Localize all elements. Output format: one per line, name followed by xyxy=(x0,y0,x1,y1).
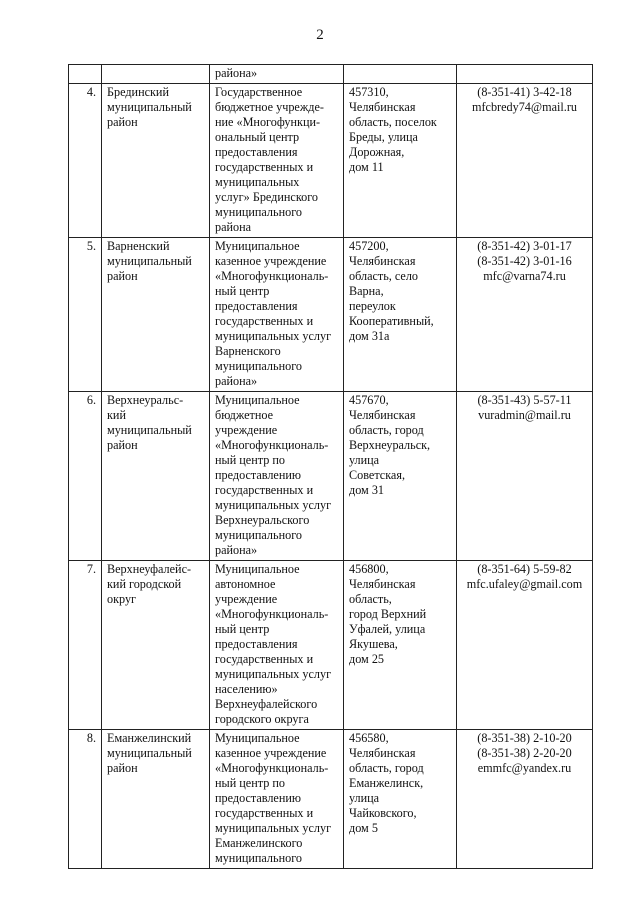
cell-address: 457200, Челябинская область, село Варна, переулок Кооперативный, дом 31а xyxy=(344,238,457,392)
continuation-row xyxy=(69,65,593,84)
table-row xyxy=(69,392,593,561)
cell-district: Верхнеуфалейс- кий городской округ xyxy=(102,561,210,730)
cell-address: 457310, Челябинская область, поселок Бреды, улица Дорожная, дом 11 xyxy=(344,84,457,238)
cell-district: Брединский муниципальный район xyxy=(102,84,210,238)
cell-org: Муниципальное автономное учреждение «Многофункциональ- ный центр предоставления государственных и муниципальных услуг населению» Верхнеуфалейского городского округа xyxy=(210,561,344,730)
table-row xyxy=(69,561,593,730)
cell-district: Варненский муниципальный район xyxy=(102,238,210,392)
cell-address: 456580, Челябинская область, город Еманжелинск, улица Чайковского, дом 5 xyxy=(344,730,457,869)
table-row xyxy=(69,730,593,869)
cell-contact: (8-351-41) 3-42-18 mfcbredy74@mail.ru xyxy=(457,84,593,238)
cell-contact xyxy=(457,65,593,84)
cell-org: Государственное бюджетное учрежде- ние «Многофункци- ональный центр предоставления государственных и муниципальных услуг» Брединского муниципального района xyxy=(210,84,344,238)
cell-district xyxy=(102,65,210,84)
cell-org: Муниципальное бюджетное учреждение «Многофункциональ- ный центр по предоставлению государственных и муниципальных услуг Верхнеуральского муниципального района» xyxy=(210,392,344,561)
cell-org: Муниципальное казенное учреждение «Многофункциональ- ный центр предоставления государственных и муниципальных услуг Варненского муниципального района» xyxy=(210,238,344,392)
cell-org: района» xyxy=(210,65,344,84)
cell-contact: (8-351-38) 2-10-20 (8-351-38) 2-20-20 emmfc@yandex.ru xyxy=(457,730,593,869)
cell-num: 4. xyxy=(69,84,102,238)
cell-address: 457670, Челябинская область, город Верхнеуральск, улица Советская, дом 31 xyxy=(344,392,457,561)
cell-district: Еманжелинский муниципальный район xyxy=(102,730,210,869)
cell-num: 5. xyxy=(69,238,102,392)
cell-num: 6. xyxy=(69,392,102,561)
cell-address: 456800, Челябинская область, город Верхний Уфалей, улица Якушева, дом 25 xyxy=(344,561,457,730)
page-number: 2 xyxy=(316,27,324,43)
mfc-table xyxy=(68,64,593,869)
cell-contact: (8-351-42) 3-01-17 (8-351-42) 3-01-16 mfc@varna74.ru xyxy=(457,238,593,392)
cell-num: 7. xyxy=(69,561,102,730)
cell-num xyxy=(69,65,102,84)
cell-num: 8. xyxy=(69,730,102,869)
cell-contact: (8-351-64) 5-59-82 mfc.ufaley@gmail.com xyxy=(457,561,593,730)
cell-address xyxy=(344,65,457,84)
table-row xyxy=(69,84,593,238)
cell-contact: (8-351-43) 5-57-11 vuradmin@mail.ru xyxy=(457,392,593,561)
cell-org: Муниципальное казенное учреждение «Многофункциональ- ный центр по предоставлению государственных и муниципальных услуг Еманжелинского муниципального xyxy=(210,730,344,869)
cell-district: Верхнеуральс- кий муниципальный район xyxy=(102,392,210,561)
table-row xyxy=(69,238,593,392)
